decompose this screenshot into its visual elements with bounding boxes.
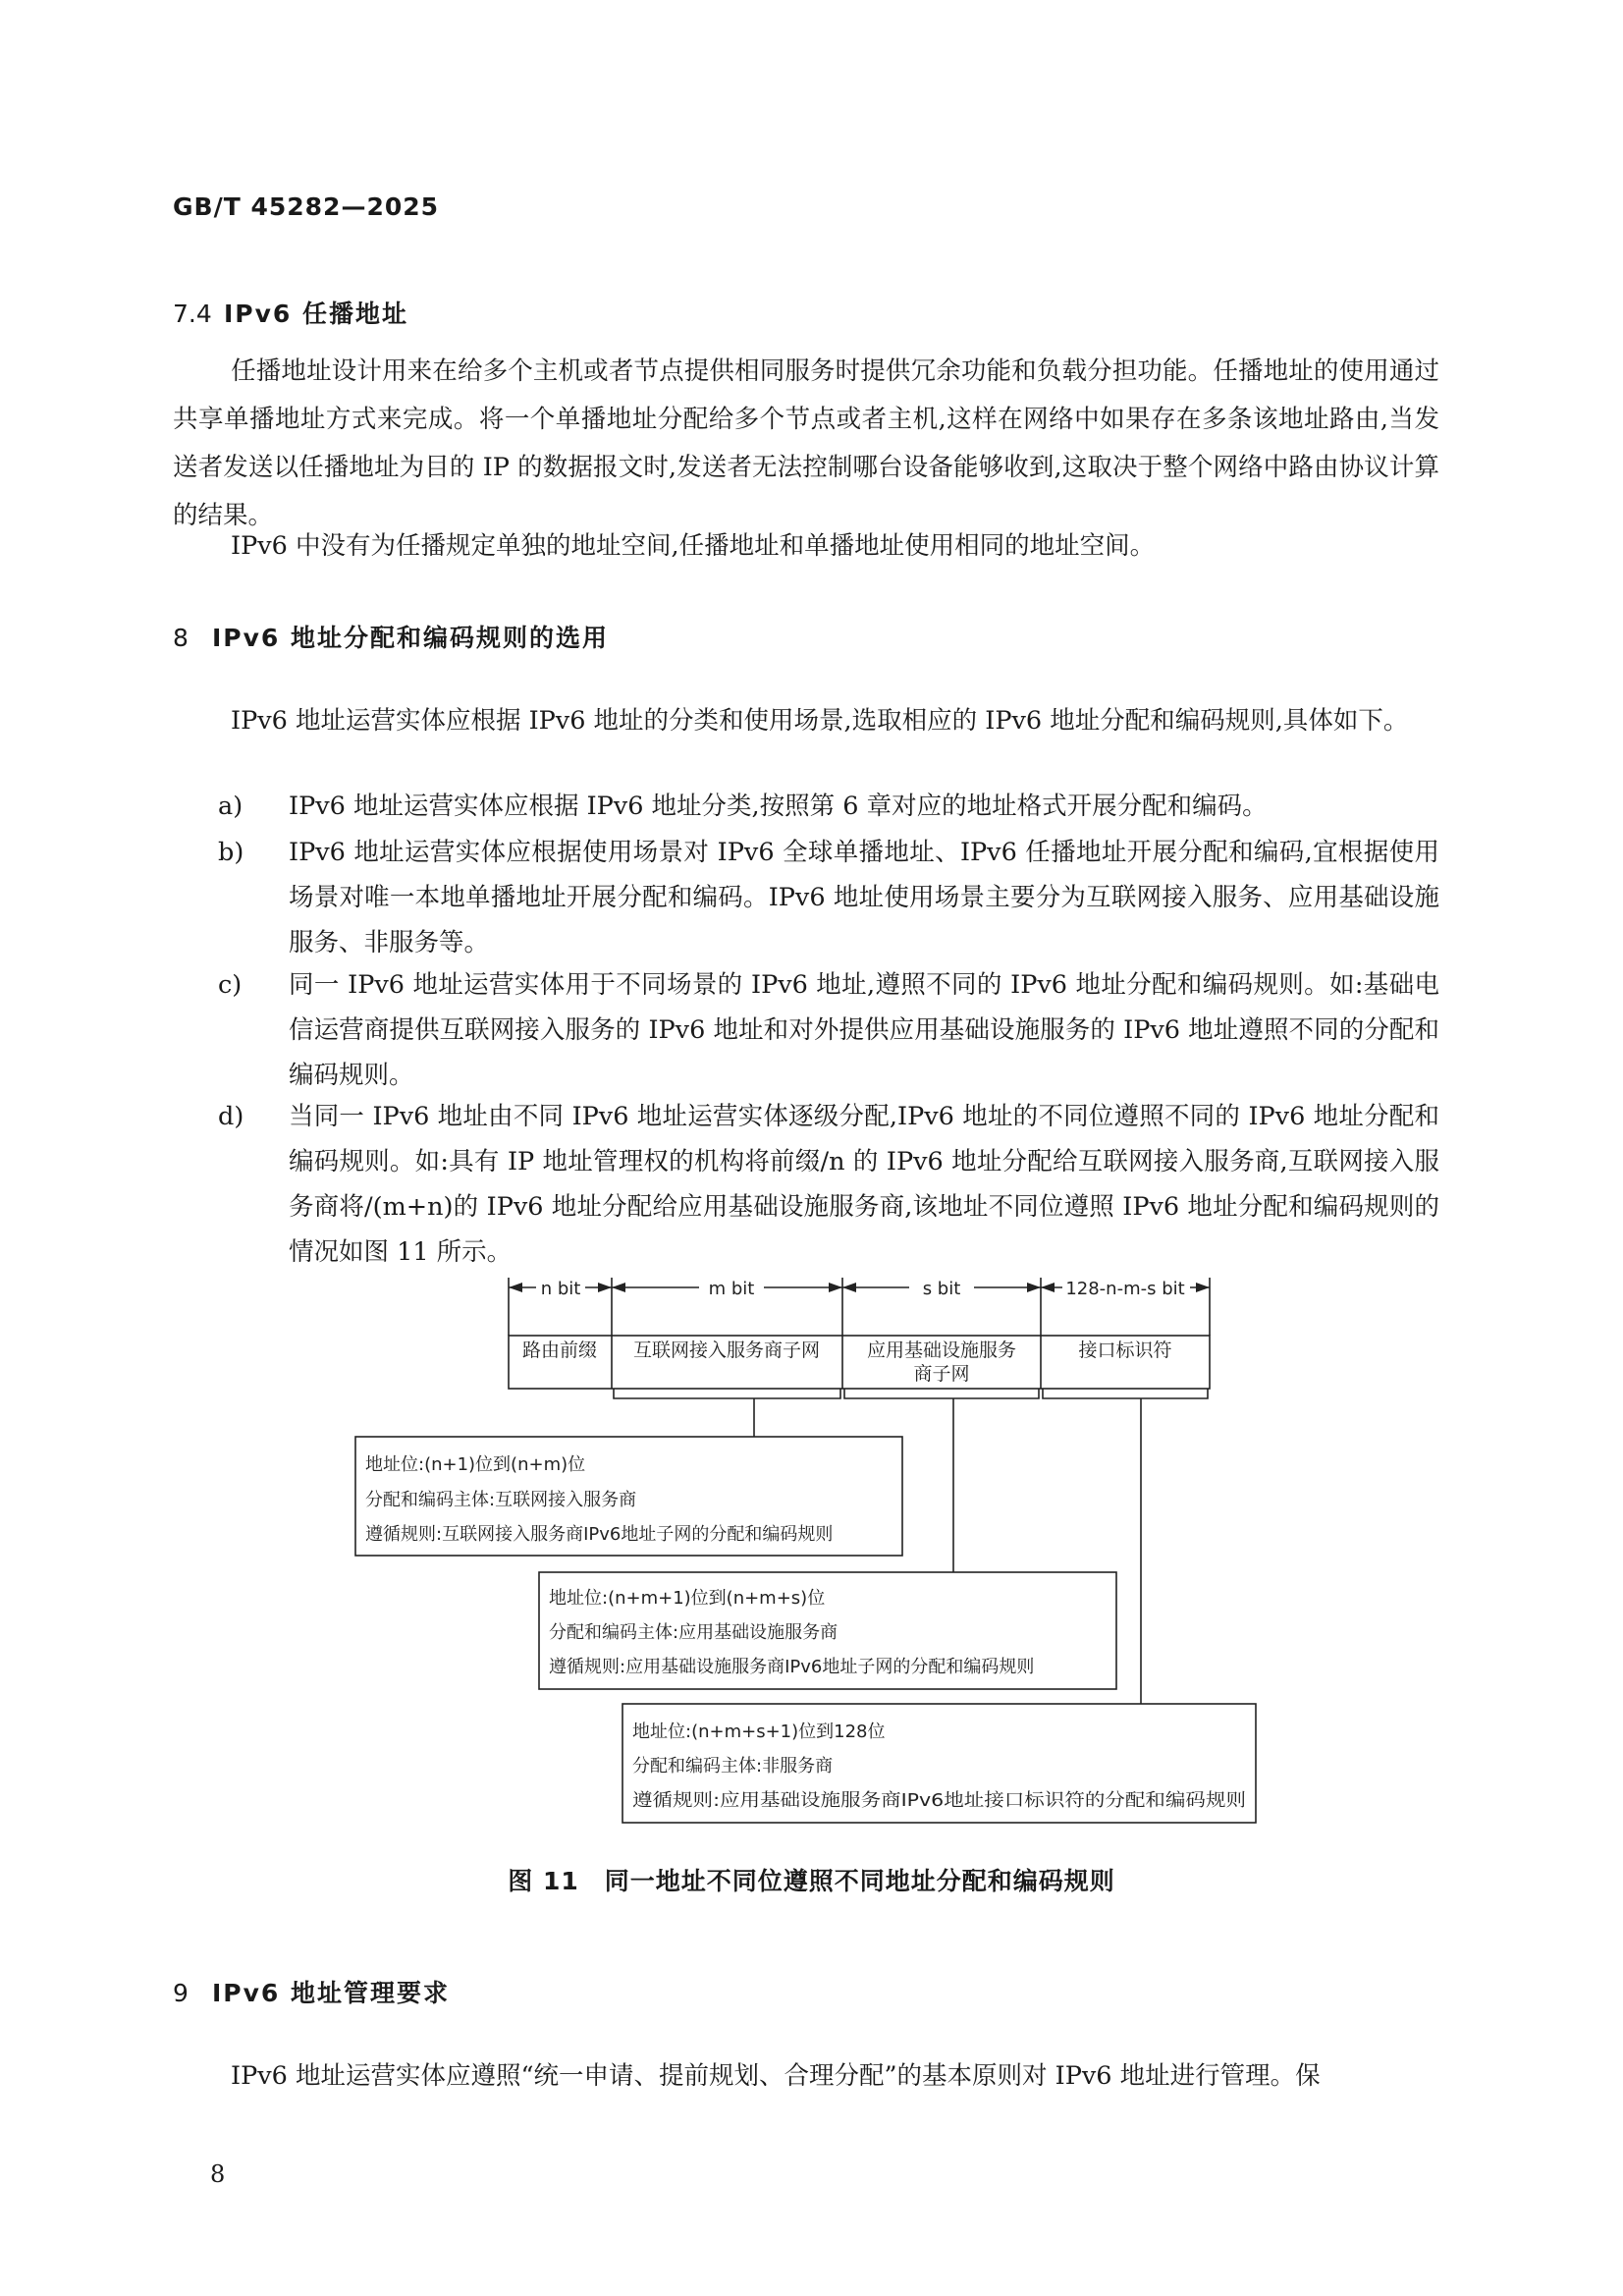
box2-rule: 遵循规则:应用基础设施服务商IPv6地址子网的分配和编码规则 [549,1657,1035,1677]
paragraph-text: IPv6 地址运营实体应根据 IPv6 地址的分类和使用场景,选取相应的 IPv6 地址分配和编码规则,具体如下。 [231,706,1409,736]
list-item-text: IPv6 地址运营实体应根据 IPv6 地址分类,按照第 6 章对应的地址格式开展分配和编码。 [289,792,1268,821]
field-routing-prefix: 路由前缀 [521,1339,598,1361]
list-item-label: d) [218,1102,244,1131]
list-item-text: 当同一 IPv6 地址由不同 IPv6 地址运营实体逐级分配,IPv6 地址的不同位遵照不同的 IPv6 地址分配和编码规则。如:具有 IP 地址管理权的机构将前缀/n 的 IPv6 地址分配给互联网接入服务商,互联网接入服务商将/(m+n)的 IPv6 地址分配给应用基础设施服务商,该地址不同位遵照 IPv6 地址分配和编码规则的情况如图 11 所示。 [289,1102,1439,1267]
box1-address-bits: 地址位:(n+1)位到(n+m)位 [365,1454,586,1475]
section-number: 8 [173,624,189,652]
bit-label-n: n bit [540,1279,581,1299]
paragraph-text: 任播地址设计用来在给多个主机或者节点提供相同服务时提供冗余功能和负载分担功能。任播地址的使用通过共享单播地址方式来完成。将一个单播地址分配给多个节点或者主机,这样在网络中如果存在多条该地址路由,当发送者发送以任播地址为目的 IP 的数据报文时,发送者无法控制哪台设备能够收到,这取决于整个网络中路由协议计算的结果。 [173,356,1439,530]
list-item-text: IPv6 地址运营实体应根据使用场景对 IPv6 全球单播地址、IPv6 任播地址开展分配和编码,宜根据使用场景对唯一本地单播地址开展分配和编码。IPv6 地址使用场景主要分为互联网接入服务、应用基础设施服务、非服务等。 [289,838,1439,957]
paragraph [173,2052,1439,2101]
bit-label-m: m bit [708,1279,755,1299]
figure-caption: 图 11 同一地址不同位遵照不同地址分配和编码规则 [508,1867,1115,1895]
box2-subject: 分配和编码主体:应用基础设施服务商 [549,1622,839,1643]
document-id: GB/T 45282—2025 [173,192,440,221]
section-9-heading [173,1974,450,2009]
section-title: IPv6 地址管理要求 [212,1979,451,2007]
field-interface-id: 接口标识符 [1078,1339,1172,1361]
box2-address-bits: 地址位:(n+m+1)位到(n+m+s)位 [549,1588,826,1609]
section-title: IPv6 任播地址 [224,300,409,328]
bit-label-s: s bit [922,1279,961,1299]
box1-subject: 分配和编码主体:互联网接入服务商 [365,1490,637,1510]
section-number: 7.4 [173,300,212,328]
list-item-label: c) [218,970,243,1000]
list-item-text: 同一 IPv6 地址运营实体用于不同场景的 IPv6 地址,遵照不同的 IPv6 地址分配和编码规则。如:基础电信运营商提供互联网接入服务的 IPv6 地址和对外提供应用基础设施服务的 IPv6 地址遵照不同的分配和编码规则。 [289,970,1439,1090]
box1-rule: 遵循规则:互联网接入服务商IPv6地址子网的分配和编码规则 [365,1524,834,1545]
section-number: 9 [173,1979,189,2007]
field-isp-subnet: 互联网接入服务商子网 [632,1339,821,1361]
list-item-label: b) [218,838,244,867]
list-item-label: a) [218,792,243,821]
paragraph-text: IPv6 中没有为任播规定单独的地址空间,任播地址和单播地址使用相同的地址空间。 [231,531,1156,561]
field-infra-subnet-line1: 应用基础设施服务 [866,1339,1017,1361]
paragraph-text: IPv6 地址运营实体应遵照“统一申请、提前规划、合理分配”的基本原则对 IPv6 地址进行管理。保 [231,2061,1321,2091]
box3-address-bits: 地址位:(n+m+s+1)位到128位 [632,1722,886,1742]
box3-subject: 分配和编码主体:非服务商 [632,1756,834,1777]
bit-label-rest: 128-n-m-s bit [1065,1279,1185,1299]
box3-rule: 遵循规则:应用基础设施服务商IPv6地址接口标识符的分配和编码规则 [632,1790,1246,1811]
section-title: IPv6 地址分配和编码规则的选用 [212,624,610,652]
page-number: 8 [210,2160,226,2188]
field-infra-subnet-line2: 商子网 [913,1363,970,1385]
